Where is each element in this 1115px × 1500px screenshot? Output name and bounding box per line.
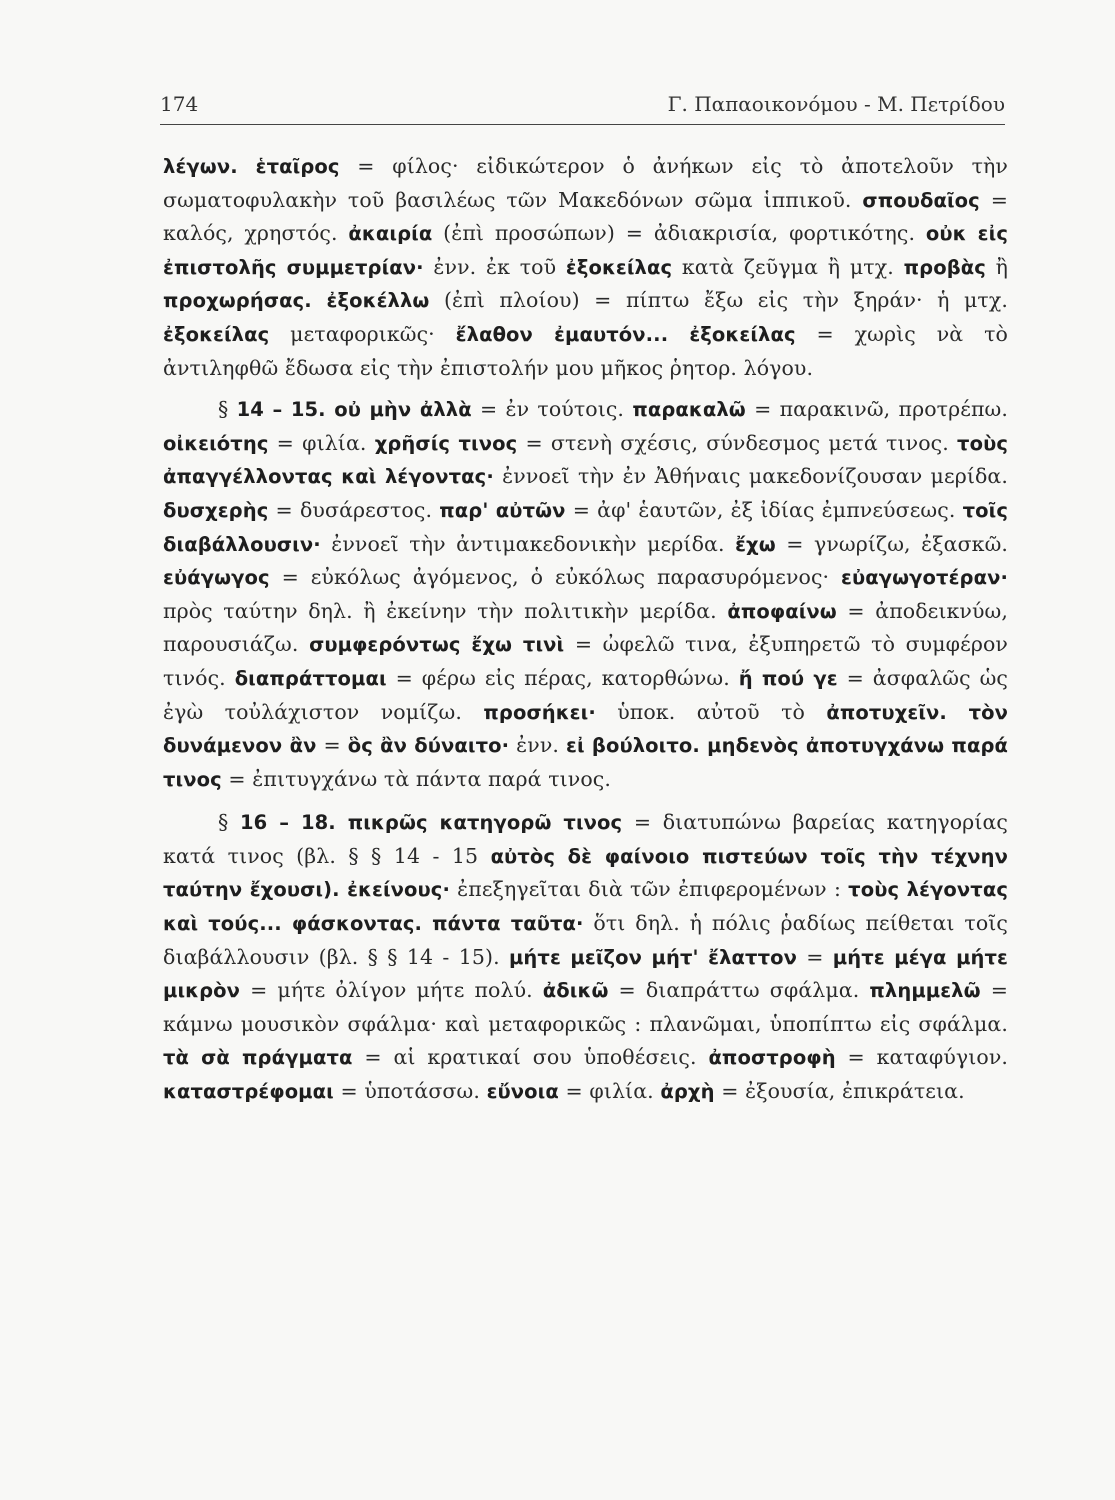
gloss-text: = παρακινῶ, προτρέπω.	[745, 397, 1008, 422]
gloss-text: = χωρὶς νὰ τὸ ἀντιληφθῶ ἔδωσα εἰς τὴν ἐπιστολήν μου μῆκος ῥητορ. λόγου.	[163, 321, 1008, 380]
gloss-text: = φιλία.	[558, 1079, 661, 1104]
gloss-text: = καλός, χρηστός.	[163, 187, 1008, 246]
gloss-text: = διατυπώνω βαρείας κατηγορίας κατά τινος (βλ. § § 14 - 15	[163, 810, 1008, 868]
lemma-term: ἀκαιρία	[348, 222, 433, 246]
lemma-term: προχωρήσας. ἐξοκέλλω	[163, 289, 430, 313]
lemma-term: μήτε μέγα μήτε μικρὸν	[163, 945, 1008, 1003]
gloss-text: = κάμνω μουσικὸν σφάλμα· καὶ μεταφορικῶς : πλανῶμαι, ὑποπίπτω εἰς σφάλμα.	[163, 978, 1008, 1036]
gloss-text: = γνωρίζω, ἐξασκῶ.	[775, 531, 1009, 556]
gloss-text: ὑποκ. αὐτοῦ τὸ	[595, 699, 827, 724]
lemma-term: ἀποτυχεῖν. τὸν δυνάμενον ἂν	[163, 700, 1009, 758]
lemma-term: εἰ βούλοιτο. μηδενὸς ἀποτυγχάνω παρά τινος	[163, 734, 1009, 791]
gloss-text: = ὠφελῶ τινα, ἐξυπηρετῶ τὸ συμφέρον τινός.	[163, 632, 1008, 690]
gloss-text: = φίλος· εἰδικώτερον ὁ ἀνήκων εἰς τὸ ἀποτελοῦν τὴν σωματοφυλακὴν τοῦ βασιλέως τῶν Μακεδόνων σῶμα ἱππικοῦ.	[163, 154, 1008, 212]
paragraph-intro	[163, 150, 1008, 385]
lemma-term: πλημμελῶ	[869, 979, 981, 1003]
gloss-text: = διαπράττω σφάλμα.	[608, 978, 870, 1003]
gloss-text: =	[797, 944, 833, 969]
gloss-text: (ἐπὶ προσώπων) = ἀδιακρισία, φορτικότης.	[432, 221, 926, 246]
lemma-term: προσήκει·	[483, 700, 596, 724]
running-header	[160, 92, 1005, 116]
gloss-text: ἐνν.	[509, 733, 566, 758]
gloss-text: = ἀσφαλῶς ὡς ἐγὼ τοὐλάχιστον νομίζω.	[163, 665, 1008, 724]
gloss-text: κατὰ ζεῦγμα ἢ μτχ.	[672, 254, 904, 279]
paragraph-section-14-15	[163, 393, 1008, 796]
gloss-text: ἐννοεῖ τὴν ἐν Ἀθήναις μακεδονίζουσαν μερίδα.	[493, 464, 1008, 489]
lemma-term: δυσχερὴς	[163, 498, 269, 522]
gloss-text: ἐννοεῖ τὴν ἀντιμακεδονικὴν μερίδα.	[320, 531, 736, 556]
lemma-term: ἔχω	[735, 532, 776, 556]
lemma-term: ἀποστροφὴ	[708, 1046, 836, 1070]
lemma-term: αὐτὸς δὲ φαίνοιο πιστεύων τοῖς τὴν τέχνην ταύτην ἔχουσι). ἐκείνους·	[163, 844, 1008, 902]
lemma-term: διαπράττομαι	[234, 666, 387, 690]
gloss-text: = καταφύγιον.	[835, 1045, 1008, 1070]
lemma-term: συμφερόντως ἔχω τινὶ	[309, 633, 565, 657]
lemma-term: ἀρχὴ	[660, 1080, 715, 1104]
gloss-text: = δυσάρεστος.	[268, 497, 440, 522]
lemma-term: εὔνοια	[486, 1080, 559, 1104]
paragraph-section-16-18	[163, 806, 1008, 1108]
lemma-term: σπουδαῖος	[862, 188, 980, 212]
lemma-term: ἔλαθον ἐμαυτόν... ἐξοκείλας	[455, 322, 796, 346]
lemma-term: τοὺς ἀπαγγέλλοντας καὶ λέγοντας·	[163, 431, 1008, 489]
gloss-text: (ἐπὶ πλοίου) = πίπτω ἔξω εἰς τὴν ξηράν· ἡ μτχ.	[429, 288, 1008, 313]
lemma-term: ὃς ἂν δύναιτο·	[347, 734, 510, 758]
gloss-text: = αἱ κρατικαί σου ὑποθέσεις.	[352, 1045, 709, 1070]
lemma-term: ἀδικῶ	[542, 979, 609, 1003]
gloss-text: ἐνν. ἐκ τοῦ	[423, 254, 566, 279]
gloss-text: = ἀποδεικνύω, παρουσιάζω.	[163, 598, 1008, 657]
gloss-text: = ἀφ' ἑαυτῶν, ἐξ ἰδίας ἐμπνεύσεως.	[565, 497, 963, 522]
gloss-text: =	[316, 733, 348, 758]
lemma-term: ἐξοκείλας	[163, 322, 270, 346]
page-number: 174	[160, 92, 199, 116]
gloss-text: = ἐν τούτοις.	[471, 397, 633, 422]
running-title: Γ. Παπαοικονόμου - Μ. Πετρίδου	[667, 92, 1005, 116]
gloss-text: §	[218, 810, 240, 835]
gloss-text: πρὸς ταύτην δηλ. ἢ ἐκείνην τὴν πολιτικὴν μερίδα.	[163, 598, 728, 623]
commentary-body	[163, 150, 1008, 1109]
header-rule	[160, 124, 1005, 125]
lemma-term: προβὰς	[903, 255, 986, 279]
gloss-text: = ἐπιτυγχάνω τὰ πάντα παρά τινος.	[221, 766, 612, 791]
lemma-term: ἀποφαίνω	[727, 599, 837, 623]
gloss-text: = μήτε ὀλίγον μήτε πολύ.	[240, 978, 543, 1003]
lemma-term: παρακαλῶ	[632, 398, 746, 422]
lemma-term: εὐαγωγοτέραν·	[841, 566, 1008, 590]
lemma-term: χρῆσίς τινος	[374, 431, 518, 455]
lemma-term: τὰ σὰ πράγματα	[163, 1046, 353, 1070]
gloss-text: = στενὴ σχέσις, σύνδεσμος μετά τινος.	[517, 430, 958, 455]
lemma-term: 14 – 15. οὐ μὴν ἀλλὰ	[236, 398, 472, 422]
gloss-text: = εὐκόλως ἀγόμενος, ὁ εὐκόλως παρασυρόμενος·	[269, 565, 842, 590]
gloss-text: = ὑποτάσσω.	[333, 1079, 487, 1104]
lemma-term: λέγων. ἑταῖρος	[163, 155, 340, 178]
gloss-text: ὅτι δηλ. ἡ πόλις ῥαδίως πείθεται τοῖς διαβάλλουσιν (βλ. § § 14 - 15).	[163, 911, 1008, 969]
gloss-text: = φιλία.	[268, 430, 375, 455]
lemma-term: μήτε μεῖζον μήτ' ἔλαττον	[508, 945, 797, 969]
lemma-term: εὐάγωγος	[163, 566, 270, 590]
lemma-term: οὐκ εἰς ἐπιστολῆς συμμετρίαν·	[163, 222, 1008, 279]
lemma-term: τοὺς λέγοντας καὶ τούς... φάσκοντας. πάντα ταῦτα·	[163, 878, 1008, 936]
gloss-text: ἐπεξηγεῖται διὰ τῶν ἐπιφερομένων :	[449, 877, 849, 902]
gloss-text: μεταφορικῶς·	[269, 321, 456, 346]
gloss-text: ἢ	[985, 254, 1009, 279]
lemma-term: καταστρέφομαι	[163, 1080, 334, 1104]
lemma-term: ἐξοκείλας	[565, 255, 673, 279]
lemma-term: παρ' αὐτῶν	[439, 498, 566, 522]
gloss-text: §	[218, 397, 237, 422]
gloss-text: = ἐξουσία, ἐπικράτεια.	[714, 1079, 965, 1104]
gloss-text: = φέρω εἰς πέρας, κατορθώνω.	[386, 665, 739, 690]
lemma-term: τοῖς διαβάλλουσιν·	[163, 498, 1009, 556]
lemma-term: 16 – 18. πικρῶς κατηγορῶ τινος	[239, 811, 623, 835]
lemma-term: ἤ πού γε	[738, 666, 838, 690]
lemma-term: οἰκειότης	[163, 431, 269, 455]
